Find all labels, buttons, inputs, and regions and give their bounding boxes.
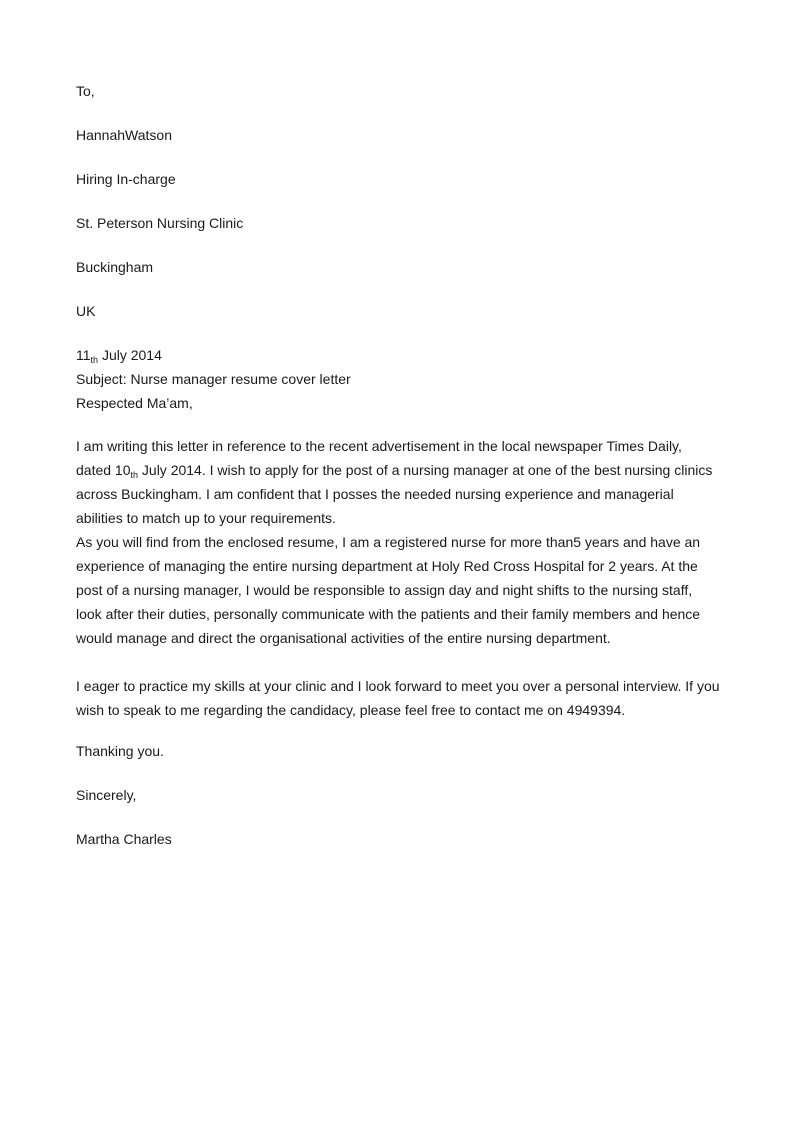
inline-date-rest: July 2014. I wish to apply for the post of a nursing manager at one of the best nursing clinics — [138, 462, 713, 478]
greeting: Respected Ma’am, — [76, 395, 193, 411]
body-line: I eager to practice my skills at your clinic and I look forward to meet you over a personal interview. If you — [76, 678, 720, 694]
closing: Sincerely, — [76, 787, 137, 803]
body-line: wish to speak to me regarding the candidacy, please feel free to contact me on 4949394. — [76, 702, 626, 718]
recipient-organization: St. Peterson Nursing Clinic — [76, 215, 244, 231]
recipient-title: Hiring In-charge — [76, 171, 176, 187]
body-line: post of a nursing manager, I would be responsible to assign day and night shifts to the nursing staff, — [76, 582, 693, 598]
date-day: 11 — [76, 347, 91, 363]
salutation-to: To, — [76, 83, 95, 99]
date-rest: July 2014 — [98, 347, 162, 363]
recipient-country: UK — [76, 303, 96, 319]
body-line: abilities to match up to your requirements. — [76, 510, 336, 526]
body-paragraph-1 — [76, 434, 736, 650]
body-line: experience of managing the entire nursing department at Holy Red Cross Hospital for 2 years. At the — [76, 558, 698, 574]
recipient-city: Buckingham — [76, 259, 154, 275]
subject-line: Subject: Nurse manager resume cover letter — [76, 371, 351, 387]
body-line: look after their duties, personally communicate with the patients and their family members and hence — [76, 606, 701, 622]
recipient-name: HannahWatson — [76, 127, 172, 143]
date-suffix: th — [90, 355, 99, 365]
letter-date — [76, 346, 162, 364]
body-paragraph-2 — [76, 674, 736, 722]
signature-name: Martha Charles — [76, 831, 172, 847]
inline-date-day: dated 10 — [76, 462, 131, 478]
inline-date-suffix: th — [130, 470, 139, 480]
body-line — [76, 458, 736, 482]
body-line: across Buckingham. I am confident that I posses the needed nursing experience and managerial — [76, 486, 674, 502]
body-line: As you will find from the enclosed resume, I am a registered nurse for more than5 years and have an — [76, 534, 701, 550]
body-line: I am writing this letter in reference to the recent advertisement in the local newspaper Times Daily, — [76, 438, 682, 454]
body-line: would manage and direct the organisational activities of the entire nursing department. — [76, 630, 611, 646]
thanks-line: Thanking you. — [76, 743, 164, 759]
